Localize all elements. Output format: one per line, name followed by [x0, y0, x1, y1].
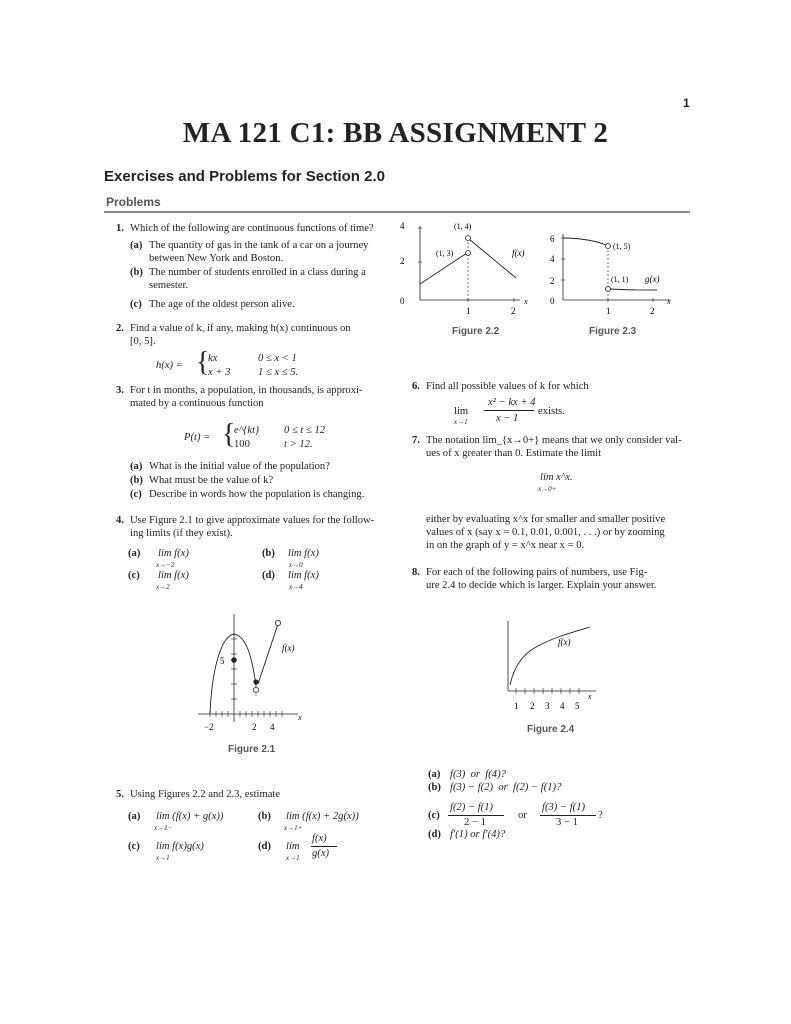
fraction-numerator: f(2) − f(1): [450, 802, 494, 813]
part-label: (c): [128, 570, 140, 581]
question-text: Find all possible values of k for which: [426, 381, 589, 392]
x-axis-label: x: [524, 297, 528, 306]
part-label: (a): [128, 811, 141, 822]
fraction-denominator: 3 − 1: [556, 817, 578, 828]
x-tick-label: 2: [530, 701, 535, 711]
piecewise-lhs: P(t) =: [184, 432, 211, 443]
y-tick-label: 4: [400, 221, 405, 231]
curve-g-left: [563, 238, 606, 245]
question-number: 2.: [116, 323, 124, 334]
x-tick-label: 4: [270, 722, 275, 732]
question-number: 4.: [116, 515, 124, 526]
open-point: [466, 236, 471, 241]
part-text: Describe in words how the population is changing.: [149, 489, 365, 500]
limit-expression: lim f(x): [288, 570, 319, 581]
part-text: semester.: [149, 280, 189, 291]
part-label: (c): [130, 299, 142, 310]
question-text: ing limits (if they exist).: [130, 528, 233, 539]
fraction-numerator: f(x): [312, 833, 327, 844]
x-axis-label: x: [667, 297, 671, 306]
question-text: ure 2.4 to decide which is larger. Explain your answer.: [426, 580, 657, 591]
part-text: The age of the oldest person alive.: [149, 299, 295, 310]
figure-caption: Figure 2.3: [589, 326, 637, 337]
x-tick-label: 2: [252, 722, 257, 732]
case-condition: 0 ≤ t ≤ 12: [284, 425, 326, 436]
question-mark: ?: [598, 810, 603, 821]
case-condition: 0 ≤ x < 1: [258, 353, 297, 364]
limit-subscript: x→1: [156, 854, 170, 862]
part-label: (b): [428, 782, 441, 793]
question-text: Find a value of k, if any, making h(x) continuous on: [130, 323, 351, 334]
x-axis-label: x: [298, 713, 302, 722]
question-text: Use Figure 2.1 to give approximate values for the follow-: [130, 515, 375, 526]
question-text: Using Figures 2.2 and 2.3, estimate: [130, 789, 281, 800]
part-label: (d): [258, 841, 271, 852]
figure-2-3: [545, 228, 685, 320]
left-brace: {: [222, 419, 236, 450]
part-text: f′(1) or f′(4)?: [450, 829, 506, 840]
figure-caption: Figure 2.4: [527, 724, 575, 735]
part-text: f(3) − f(2) or f(2) − f(1)?: [450, 782, 562, 793]
x-tick-label: 4: [560, 701, 565, 711]
part-label: (d): [262, 570, 275, 581]
limit-expression: lim f(x): [158, 548, 189, 559]
limit-expression: lim x^x.: [540, 472, 573, 483]
figure-2-4: [500, 615, 610, 715]
open-point: [253, 687, 258, 692]
piecewise-lhs: h(x) =: [156, 360, 183, 371]
question-text: For each of the following pairs of numbers, use Fig-: [426, 567, 648, 578]
part-label: (b): [130, 475, 143, 486]
y-tick-label: 4: [550, 254, 555, 264]
page-number: 1: [683, 96, 690, 110]
part-label: (b): [258, 811, 271, 822]
curve-label: f(x): [558, 637, 571, 647]
question-text: exists.: [538, 406, 565, 417]
y-tick-label: 2: [550, 276, 555, 286]
part-label: (a): [128, 548, 141, 559]
figure-caption: Figure 2.2: [452, 326, 500, 337]
x-tick-label: 1: [466, 306, 471, 316]
y-tick-label: 5: [220, 656, 225, 666]
question-text: The notation lim_{x→0+} means that we only consider val-: [426, 435, 682, 446]
fraction-numerator: f(3) − f(1): [542, 802, 586, 813]
section-divider: [104, 211, 690, 213]
limit-expression: lim f(x)g(x): [156, 841, 204, 852]
limit-subscript: x→0+: [538, 485, 557, 493]
filled-point: [231, 657, 237, 663]
curve-g-right: [610, 289, 657, 290]
question-text: in on the graph of y = x^x near x = 0.: [426, 540, 585, 551]
curve-f: [210, 634, 256, 714]
part-text: f(3) or f(4)?: [450, 769, 506, 780]
part-text: What must be the value of k?: [149, 475, 274, 486]
open-point: [275, 620, 280, 625]
limit-word: lim: [454, 406, 469, 417]
y-tick-label: 6: [550, 234, 555, 244]
limit-subscript: x→4: [289, 583, 303, 591]
x-tick-label: −2: [204, 722, 214, 732]
point-label: (1, 4): [454, 222, 472, 231]
part-label: (d): [428, 829, 441, 840]
x-tick-label: 1: [606, 306, 611, 316]
left-brace: {: [196, 347, 210, 378]
limit-subscript: x→1+: [284, 824, 303, 832]
case-expression: e^{kt}: [234, 425, 260, 436]
limit-subscript: x→1−: [154, 824, 173, 832]
limit-subscript: x→1: [286, 854, 300, 862]
part-label: (a): [130, 461, 143, 472]
curve-label: f(x): [282, 643, 295, 653]
limit-subscript: x→−2: [156, 561, 175, 569]
curve-f-right: [258, 624, 278, 684]
curve-f-right: [469, 239, 516, 278]
part-label: (a): [130, 240, 143, 251]
part-text: The number of students enrolled in a class during a: [149, 267, 366, 278]
question-text: Which of the following are continuous functions of time?: [130, 223, 374, 234]
part-label: (c): [130, 489, 142, 500]
subsection-heading: Problems: [106, 195, 161, 209]
x-tick-label: 1: [514, 701, 519, 711]
fraction-denominator: 2 − 1: [464, 817, 486, 828]
point-label: (1, 1): [611, 275, 629, 284]
part-label: (a): [428, 769, 441, 780]
question-text: For t in months, a population, in thousands, is approxi-: [130, 385, 363, 396]
or-word: or: [518, 810, 527, 821]
curve-f: [510, 627, 590, 685]
limit-expression: lim: [286, 841, 300, 852]
point-label: (1, 3): [436, 249, 454, 258]
question-text: ues of x greater than 0. Estimate the limit: [426, 448, 602, 459]
fraction-numerator: x² − kx + 4: [488, 397, 536, 408]
limit-expression: lim f(x): [158, 570, 189, 581]
figure-2-1: [190, 606, 320, 736]
x-axis-label: x: [588, 692, 592, 701]
question-text: either by evaluating x^x for smaller and smaller positive: [426, 514, 666, 525]
part-text: between New York and Boston.: [149, 253, 284, 264]
question-number: 5.: [116, 789, 124, 800]
open-point: [606, 287, 611, 292]
part-text: The quantity of gas in the tank of a car on a journey: [149, 240, 369, 251]
x-tick-label: 3: [545, 701, 550, 711]
page-title: MA 121 C1: BB ASSIGNMENT 2: [182, 117, 609, 149]
y-tick-label: 0: [550, 296, 555, 306]
figure-caption: Figure 2.1: [228, 744, 276, 755]
case-condition: 1 ≤ x ≤ 5.: [258, 367, 299, 378]
figure-2-2: [400, 218, 540, 318]
case-expression: 100: [234, 439, 250, 450]
y-tick-label: 2: [400, 256, 405, 266]
x-tick-label: 5: [575, 701, 580, 711]
x-tick-label: 2: [650, 306, 655, 316]
question-text: mated by a continuous function: [130, 398, 264, 409]
question-number: 3.: [116, 385, 124, 396]
case-expression: x + 3: [208, 367, 231, 378]
limit-expression: lim f(x): [288, 548, 319, 559]
part-label: (c): [128, 841, 140, 852]
filled-point: [253, 679, 258, 684]
part-label: (b): [262, 548, 275, 559]
x-tick-label: 2: [511, 306, 516, 316]
fraction-denominator: g(x): [312, 848, 330, 859]
question-number: 6.: [412, 381, 420, 392]
part-text: What is the initial value of the population?: [149, 461, 330, 472]
question-number: 1.: [116, 223, 124, 234]
limit-subscript: x→0: [289, 561, 303, 569]
limit-subscript: x→1: [454, 418, 468, 426]
open-point: [466, 251, 471, 256]
left-column: [116, 222, 396, 862]
question-number: 8.: [412, 567, 420, 578]
case-condition: t > 12.: [284, 439, 313, 450]
part-label: (b): [130, 267, 143, 278]
limit-expression: lim (f(x) + 2g(x)): [286, 811, 359, 822]
curve-label: f(x): [512, 248, 525, 258]
limit-expression: lim (f(x) + g(x)): [156, 811, 224, 822]
point-label: (1, 5): [613, 242, 631, 251]
curve-label: g(x): [645, 274, 660, 284]
question-number: 7.: [412, 435, 420, 446]
limit-subscript: x→2: [156, 583, 170, 591]
fraction-bar: [484, 410, 534, 411]
question-text: values of x (say x = 0.1, 0.01, 0.001, . . .) or by zooming: [426, 527, 665, 538]
case-expression: kx: [208, 353, 218, 364]
question-text: [0, 5].: [130, 336, 156, 347]
section-heading: Exercises and Problems for Section 2.0: [104, 168, 385, 185]
fraction-denominator: x − 1: [496, 413, 519, 424]
open-point: [606, 244, 611, 249]
part-label: (c): [428, 810, 440, 821]
y-tick-label: 0: [400, 296, 405, 306]
